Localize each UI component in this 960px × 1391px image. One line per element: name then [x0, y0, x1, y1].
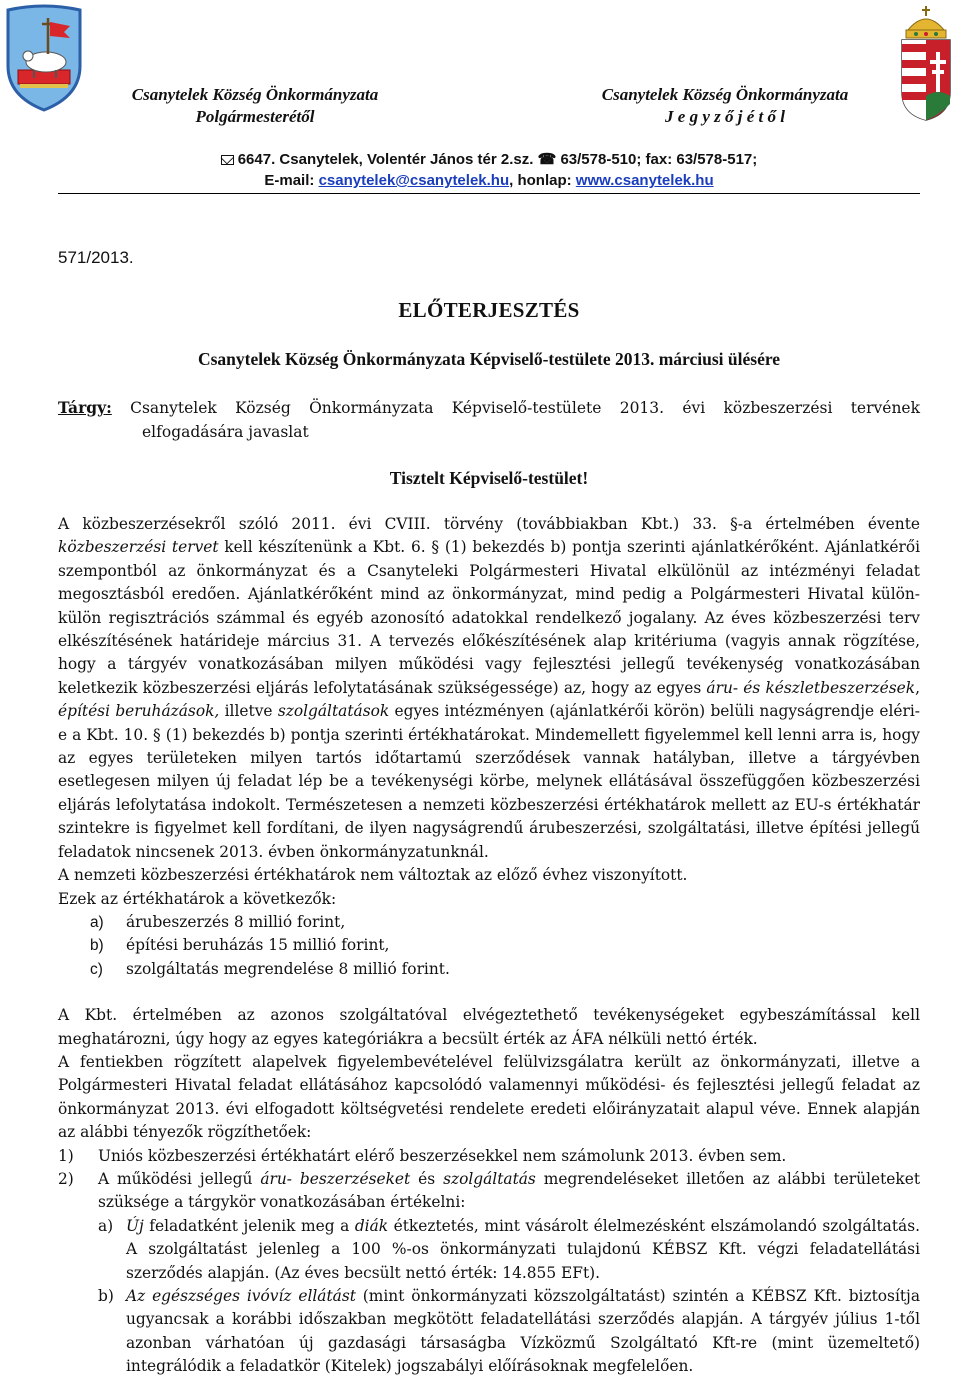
- header-divider: [58, 193, 920, 194]
- website-link[interactable]: www.csanytelek.hu: [575, 172, 714, 189]
- document-subtitle: Csanytelek Község Önkormányzata Képviselő-testülete 2013. márciusi ülésére: [197, 349, 781, 369]
- sender-mayor-block: [100, 84, 410, 128]
- notary-org-name: Csanytelek Község Önkormányzata: [601, 85, 849, 104]
- document-title: ELŐTERJESZTÉS: [398, 298, 580, 322]
- list-item: 2) A működési jellegű áru- beszerzéseket és szolgáltatás megrendeléseket illetően az alábbi területeket szüksége a tárgykör vonatkozásában értékelni:: [58, 1169, 921, 1212]
- numbered-list: [58, 1145, 920, 1215]
- website-label: , honlap:: [509, 172, 572, 189]
- list-item: b) építési beruházás 15 millió forint,: [90, 936, 390, 955]
- postal-address: 6647. Csanytelek, Volentér János tér 2.sz.: [237, 151, 534, 168]
- document-body: [58, 513, 920, 1379]
- subject-text-line1: Csanytelek Község Önkormányzata Képviselő-testülete 2013. évi közbeszerzési tervének: [130, 399, 920, 417]
- sub-list: [58, 1215, 920, 1379]
- list-item: a) Új feladatként jelenik meg a diák étkeztetés, mint vásárolt élelmezésként elszámolandó szolgáltatás. A szolgáltatást jelenleg a 100 %-os önkormányzati tulajdonú KÉBSZ Kft. végzi feladatellátási szerződés alapján. (Az éves becsült nettó érték: 14.855 EFt).: [98, 1216, 920, 1282]
- list-item: a) árubeszerzés 8 millió forint,: [90, 912, 346, 931]
- document-number: 571/2013.: [58, 248, 134, 267]
- paragraph-thresholds-unchanged: A nemzeti közbeszerzési értékhatárok nem változtak az előző évhez viszonyított.: [58, 866, 688, 885]
- subject-label: Tárgy:: [58, 398, 112, 417]
- envelope-icon: [221, 155, 234, 165]
- subject-block: [58, 396, 920, 444]
- paragraph-aggregation: A Kbt. értelmében az azonos szolgáltatóval elvégeztethető tevékenységeket egybeszámítással kell meghatározni, úgy hogy az egyes kategóriákra a becsült érték az ÁFA nélküli nettó érték.: [58, 1006, 920, 1048]
- telephone-icon: ☎: [533, 151, 561, 168]
- hungarian-coat-of-arms-logo: [896, 4, 956, 124]
- sender-notary-block: [570, 84, 880, 128]
- municipal-coat-of-arms-logo: [4, 4, 84, 112]
- list-item: 1) Uniós közbeszerzési értékhatárt elérő beszerzésekkel nem számolunk 2013. évben sem.: [58, 1146, 787, 1165]
- salutation: Tisztelt Képviselő-testület!: [389, 468, 589, 488]
- sender-org-name: Csanytelek Község Önkormányzata: [131, 85, 379, 104]
- email-label: E-mail:: [264, 172, 315, 189]
- paragraph-review: A fentiekben rögzített alapelvek figyelembevételével felülvizsgálatra került az önkormányzati, illetve a Polgármesteri Hivatal feladat ellátásához kapcsolódó valamennyi működési- és fejlesztési jellegű feladat az önkormányzat 2013. évi elfogadott költségvetési rendelete eredeti előirányzatait alapul véve. Ennek alapján az alábbi tényezők rögzíthetőek:: [58, 1052, 920, 1142]
- phone-fax: 63/578-510; fax: 63/578-517;: [560, 151, 758, 168]
- sender-role: Polgármesterétől: [195, 107, 315, 126]
- threshold-list: [58, 911, 920, 981]
- paragraph-thresholds-intro: Ezek az értékhatárok a következők:: [58, 889, 337, 908]
- email-link[interactable]: csanytelek@csanytelek.hu: [318, 172, 510, 189]
- list-item: c) szolgáltatás megrendelése 8 millió forint.: [90, 959, 450, 978]
- contact-address-line: [58, 150, 920, 168]
- list-item: b) Az egészséges ivóvíz ellátást (mint önkormányzati közszolgáltatást) szintén a KÉBSZ Kft. biztosítja ugyancsak a korábbi időszakban megkötött feladatellátási szerződés alapján. A tárgyév július 1-től azonban várhatóan új gazdasági társaságba Vízközmű Szolgáltató Kft-re (mint üzemeltető) integrálódik a feladatkör (Kitelek) jogszabályi előírásoknak megfelelően.: [98, 1287, 920, 1376]
- contact-web-line: [58, 172, 920, 189]
- notary-role: J e g y z ő j é t ő l: [665, 107, 785, 126]
- paragraph-intro: A közbeszerzésekről szóló 2011. évi CVIII. törvény (továbbiakban Kbt.) 33. §-a értelmében évente közbeszerzési tervet kell készítenünk a Kbt. 6. § (1) bekezdés b) pontja szerinti ajánlatkérőként. Ajánlatkérői szempontból az önkormányzat és a Csanyteleki Polgármesteri Hivatal elkülönül az intézményi feladat megosztásból eredően. Ajánlatkérőként mind az önkormányzat, mind pedig a Polgármesteri Hivatal külön-külön regisztrációs számmal és egyéb azonosító adatokkal rendelkező jogalany. Az éves közbeszerzési terv elkészítésének határideje március 31. A tervezés előkészítésének alap kritériuma (vagyis annak rögzítése, hogy a tárgyév vonatkozásában milyen működési vagy fejlesztési jellegű tevékenység vonatkozásában keletkezik közbeszerzési eljárás lefolytatásának szükségessége) az, hogy az egyes áru- és készletbeszerzések, építési beruházások, illetve szolgáltatások egyes intézményen (ajánlatkérői körön) belüli nagyságrendje eléri-e a Kbt. 10. § (1) bekezdés b) pontja szerinti értékhatárokat. Mindemellett figyelemmel kell lenni arra is, hogy az egyes területeken milyen tartós időtartamú szerződések vannak hatályban, illetve a tárgyévben esetlegesen milyen új feladat lép be a tevékenységi körbe, melynek ellátásával összefüggően közbeszerzési eljárás lefolytatása indokolt. Természetesen a nemzeti közbeszerzési értékhatárok mellett az EU-s értékhatár szintekre is figyelmet kell fordítani, de ilyen nagyságrendű árubeszerzési, szolgáltatási, illetve építési jellegű feladatok nincsenek 2013. évben önkormányzatunknál.: [58, 515, 921, 861]
- subject-text-line2: elfogadására javaslat: [142, 423, 309, 441]
